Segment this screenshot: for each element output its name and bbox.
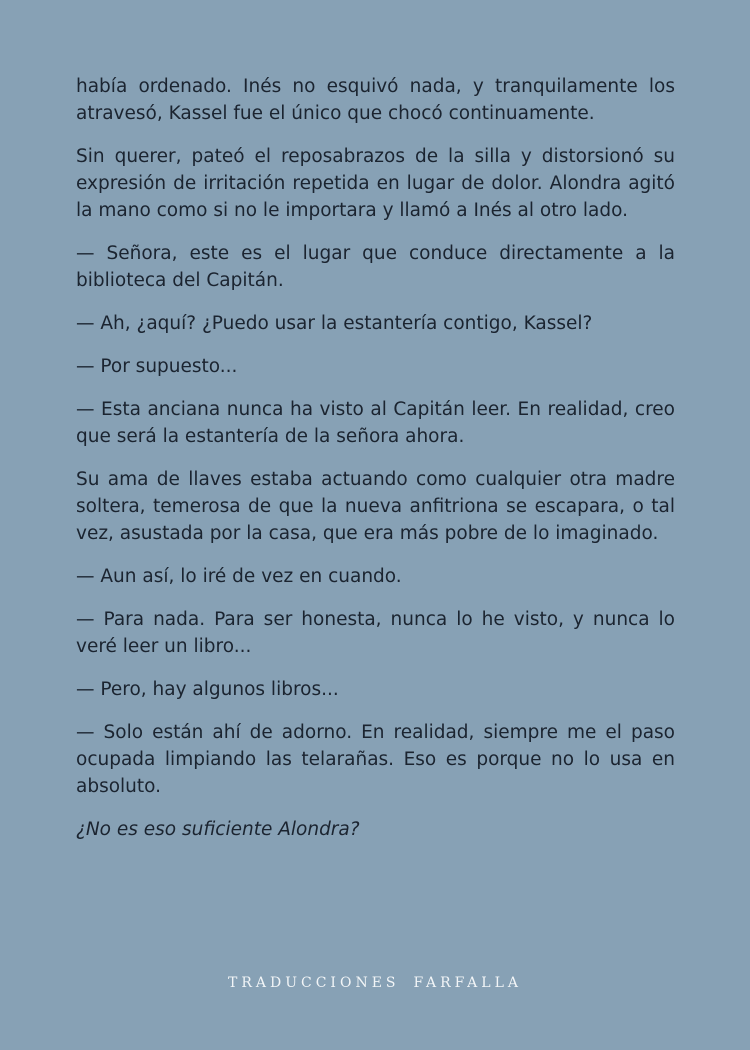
footer-word-2: FARFALLA: [413, 975, 522, 991]
dialogue-line: — Para nada. Para ser honesta, nunca lo he visto, y nunca lo veré leer un libro...: [76, 609, 675, 657]
dialogue-line: — Por supuesto...: [76, 356, 238, 377]
footer-credit: [0, 975, 750, 991]
document-body: [76, 73, 675, 859]
dialogue-line: — Esta anciana nunca ha visto al Capitán leer. En realidad, creo que será la estantería de la señora ahora.: [76, 399, 675, 447]
paragraph: Su ama de llaves estaba actuando como cualquier otra madre soltera, temerosa de que la nueva anfitriona se escapara, o tal vez, asustada por la casa, que era más pobre de lo imaginado.: [76, 469, 675, 544]
dialogue-line: — Aun así, lo iré de vez en cuando.: [76, 566, 402, 587]
dialogue-line: — Señora, este es el lugar que conduce directamente a la biblioteca del Capitán.: [76, 243, 675, 291]
paragraph: había ordenado. Inés no esquivó nada, y tranquilamente los atravesó, Kassel fue el único que chocó continuamente.: [76, 76, 675, 124]
dialogue-line: — Ah, ¿aquí? ¿Puedo usar la estantería contigo, Kassel?: [76, 313, 593, 334]
dialogue-line: — Solo están ahí de adorno. En realidad, siempre me el paso ocupada limpiando las telarañas. Eso es porque no lo usa en absoluto.: [76, 722, 675, 797]
paragraph: Sin querer, pateó el reposabrazos de la silla y distorsionó su expresión de irritación repetida en lugar de dolor. Alondra agitó la mano como si no le importara y llamó a Inés al otro lado.: [76, 146, 675, 221]
italic-thought: ¿No es eso suficiente Alondra?: [76, 819, 360, 840]
dialogue-line: — Pero, hay algunos libros...: [76, 679, 339, 700]
footer-word-1: TRADUCCIONES: [228, 975, 400, 991]
